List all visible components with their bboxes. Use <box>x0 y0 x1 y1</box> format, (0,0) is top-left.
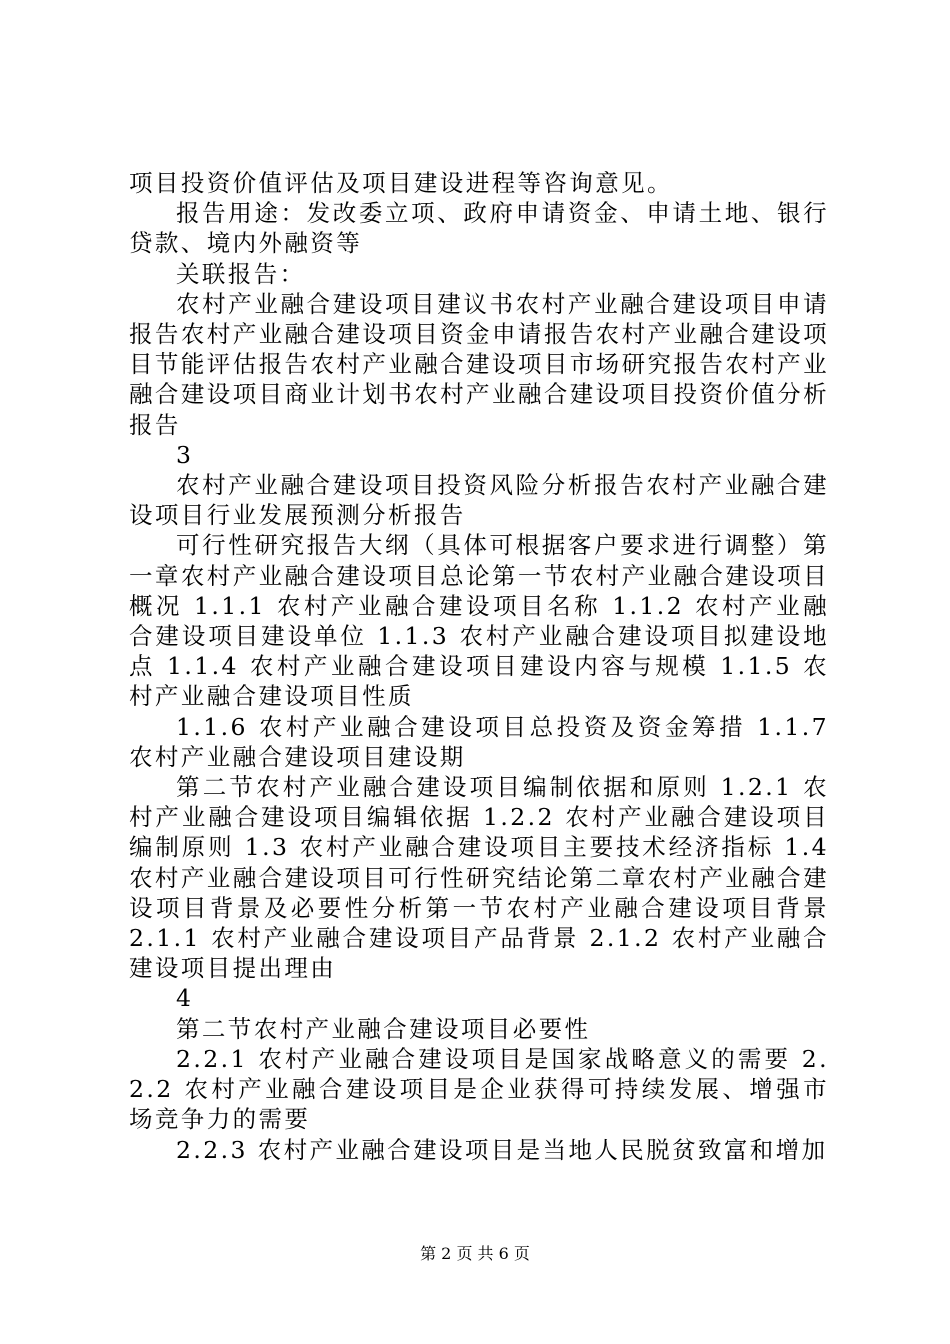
paragraph-necessity-heading: 第二节农村产业融合建设项目必要性 <box>176 1014 591 1043</box>
paragraph-related-reports-list: 农村产业融合建设项目建议书农村产业融合建设项目申请报告农村产业融合建设项目资金申请报告农村产业融合建设项目节能评估报告农村产业融合建设项目市场研究报告农村产业融合建设项目商业计划书农村产业融合建设项目投资价值分析报告 <box>129 289 829 439</box>
paragraph-necessity-items: 2.2.1 农村产业融合建设项目是国家战略意义的需要 2.2.2 农村产业融合建设项目是企业获得可持续发展、增强市场竞争力的需要 <box>129 1044 829 1134</box>
paragraph-outline-1-1-6: 1.1.6 农村产业融合建设项目总投资及资金筹措 1.1.7 农村产业融合建设项目建设期 <box>129 712 829 771</box>
paragraph-continuation: 项目投资价值评估及项目建设进程等咨询意见。 <box>129 169 673 197</box>
page-footer: 第 2 页 共 6 页 <box>420 1244 530 1263</box>
paragraph-related-reports-heading: 关联报告： <box>176 259 306 288</box>
paragraph-related-reports-continued: 农村产业融合建设项目投资风险分析报告农村产业融合建设项目行业发展预测分析报告 <box>129 471 829 530</box>
document-body <box>129 168 829 1165</box>
paragraph-outline-section-2: 第二节农村产业融合建设项目编制依据和原则 1.2.1 农村产业融合建设项目编辑依据 1.2.2 农村产业融合建设项目编制原则 1.3 农村产业融合建设项目主要技术经济指标 1.4 农村产业融合建设项目可行性研究结论第二章农村产业融合建设项目背景及必要性分析第一节农村产业融合建设项目背景 2.1.1 农村产业融合建设项目产品背景 2.1.2 农村产业融合建设项目提出理由 <box>129 773 829 983</box>
page-number-marker: 4 <box>176 984 191 1013</box>
paragraph-necessity-2-2-3: 2.2.3 农村产业融合建设项目是当地人民脱贫致富和增加 <box>176 1135 828 1164</box>
paragraph-report-purpose: 报告用途：发改委立项、政府申请资金、申请土地、银行贷款、境内外融资等 <box>129 199 829 258</box>
paragraph-outline-chapter-1: 可行性研究报告大纲（具体可根据客户要求进行调整）第一章农村产业融合建设项目总论第一节农村产业融合建设项目概况 1.1.1 农村产业融合建设项目名称 1.1.2 农村产业融合建设项目建设单位 1.1.3 农村产业融合建设项目拟建设地点 1.1.4 农村产业融合建设项目建设内容与规模 1.1.5 农村产业融合建设项目性质 <box>129 531 829 711</box>
page-number-marker: 3 <box>176 440 191 469</box>
